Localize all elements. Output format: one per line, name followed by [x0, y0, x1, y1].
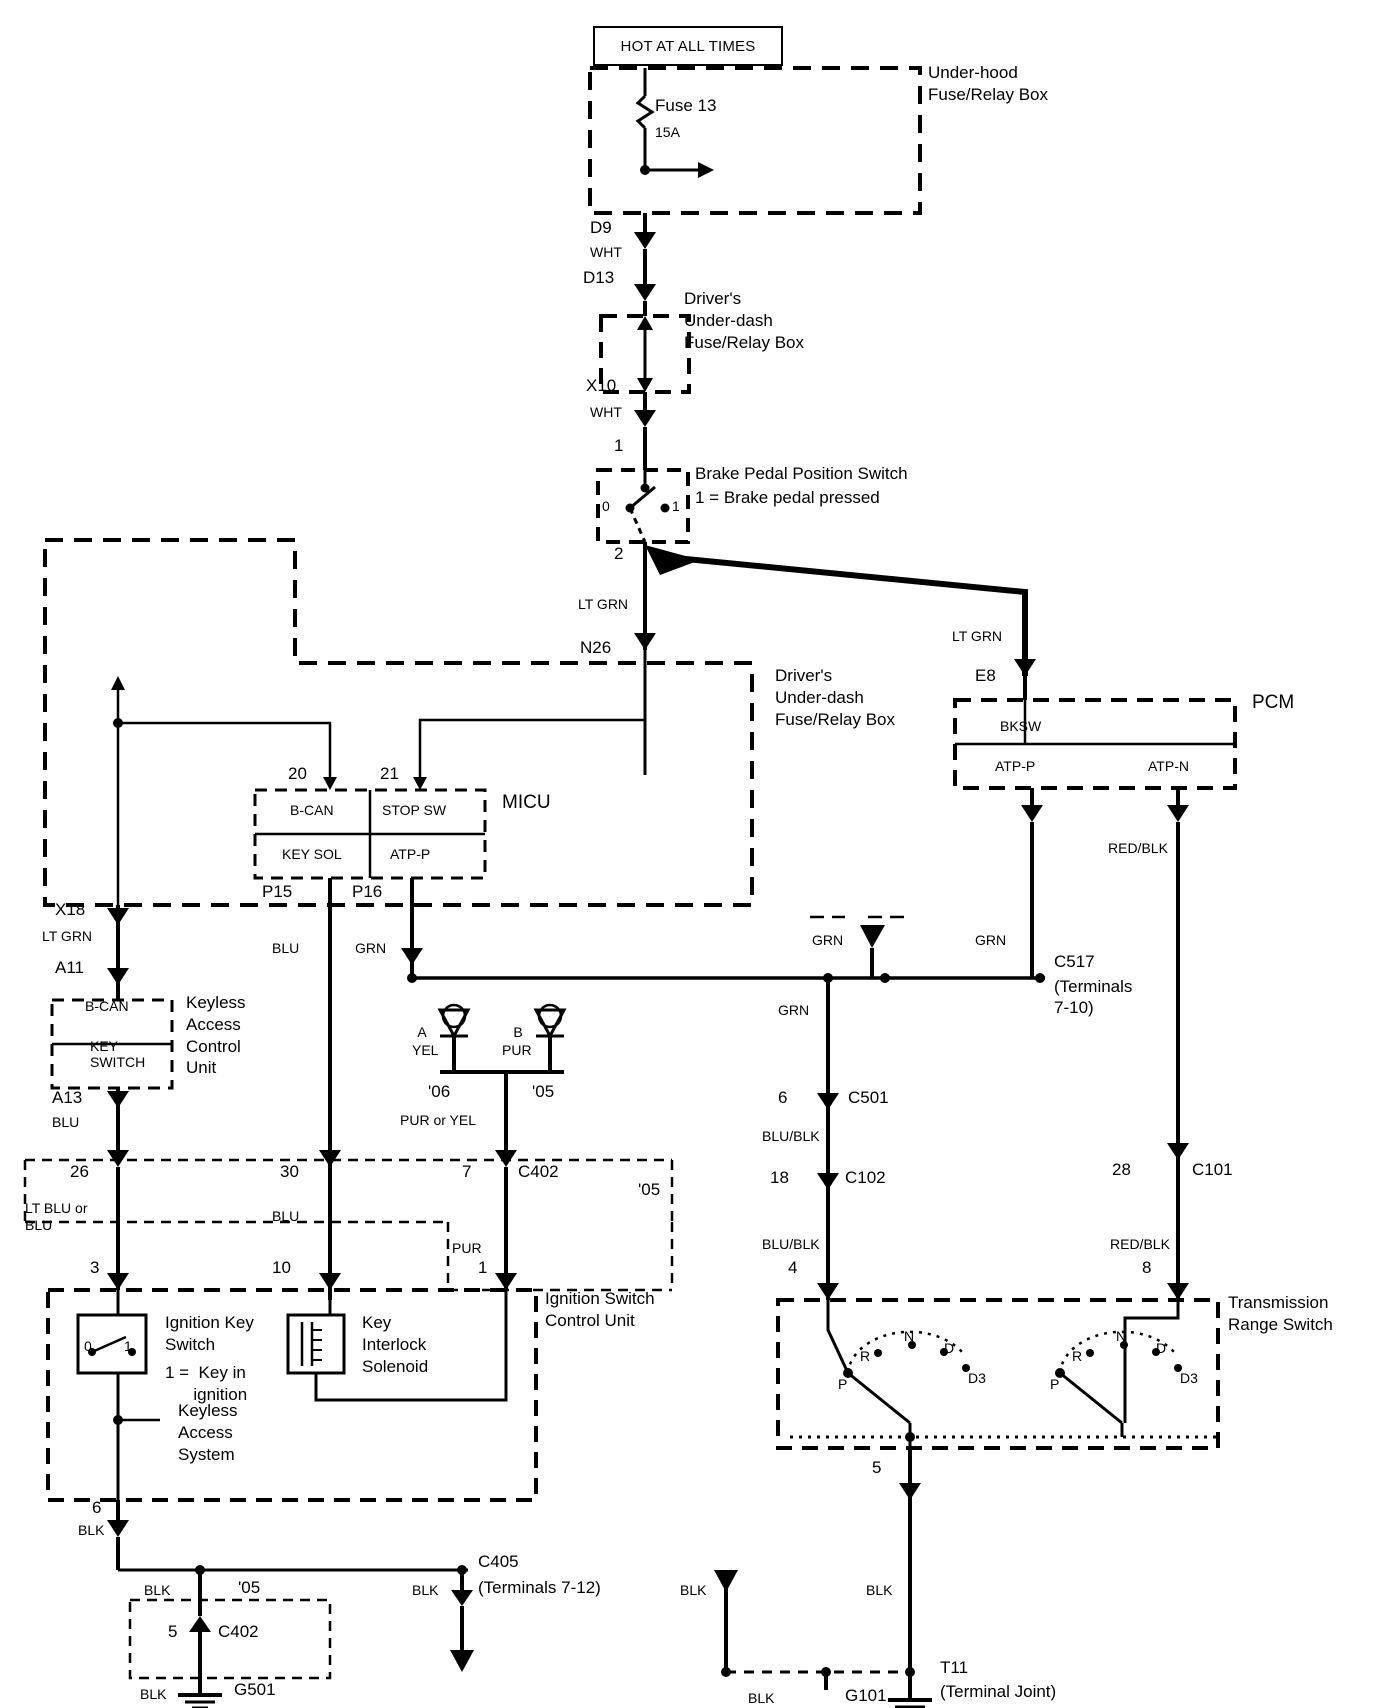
micu-stopsw-label: STOP SW: [382, 802, 447, 818]
fuse-name-label: Fuse 13: [655, 96, 717, 115]
c402-pin-26-label: 26: [70, 1162, 89, 1181]
trs-pin-8-label: 8: [1142, 1258, 1152, 1277]
connector-c517-terminals-label: (Terminals 7-10): [1054, 977, 1133, 1018]
ground-g101-label: G101: [845, 1686, 887, 1705]
wire-redblk-2-label: RED/BLK: [1110, 1236, 1170, 1252]
trs-left-d-label: D: [944, 1340, 955, 1356]
key-interlock-solenoid-symbol: [288, 1315, 344, 1373]
c102-pin-18-label: 18: [770, 1168, 789, 1187]
ignition-key-switch-note-label: 1 = Key in ignition: [165, 1363, 248, 1405]
wire-ltgrn-2-label: LT GRN: [952, 628, 1003, 644]
connector-c101-label: C101: [1192, 1160, 1233, 1179]
pcm-label: PCM: [1252, 692, 1295, 713]
ignition-key-switch-label: Ignition Key Switch: [165, 1313, 254, 1355]
connector-c402-upper-label: C402: [518, 1162, 559, 1181]
wire-blk-1-label: BLK: [78, 1522, 105, 1538]
trs-left-p-label: P: [838, 1376, 848, 1392]
micu-pin-21-label: 21: [380, 764, 399, 783]
ignition-switch-control-unit-label: Ignition Switch Control Unit: [545, 1289, 655, 1331]
micu-title-label: MICU: [502, 792, 551, 813]
under-hood-box-outline: [590, 68, 920, 213]
wire-ltgrn-3-label: LT GRN: [42, 928, 93, 944]
wire-grn-2-label: GRN: [812, 932, 844, 948]
connector-c102-label: C102: [845, 1168, 886, 1187]
year-06-label: '06: [428, 1082, 451, 1101]
ignition-switch-control-unit-box: [48, 1290, 536, 1500]
connector-e8-label: E8: [975, 666, 996, 685]
wire-pur-or-yel-label: PUR or YEL: [400, 1112, 476, 1128]
trs-pin-5-label: 5: [872, 1458, 882, 1477]
connector-c405-label: C405: [478, 1552, 519, 1571]
under-hood-box-label-line1: Under-hood: [928, 63, 1018, 82]
connector-t11-note-label: (Terminal Joint): [940, 1682, 1057, 1701]
bpps-pin-2-label: 2: [614, 544, 624, 563]
kacu-keyswitch-label: KEY SWITCH: [90, 1038, 146, 1071]
micu-p16-label: P16: [352, 882, 383, 901]
keyless-access-control-unit-label: Keyless Access Control Unit: [186, 993, 246, 1078]
trs-right-p-label: P: [1050, 1376, 1060, 1392]
wire-pur-2-label: PUR: [452, 1240, 482, 1256]
wire-ltgrn-1-label: LT GRN: [578, 596, 629, 612]
connector-a13-label: A13: [52, 1088, 83, 1107]
wire-redblk-1-label: RED/BLK: [1108, 840, 1168, 856]
micu-pin-20-label: 20: [288, 764, 307, 783]
c402-pin-30-label: 30: [280, 1162, 299, 1181]
under-hood-box-label: [928, 62, 1048, 106]
splice-b-label: B: [513, 1024, 523, 1040]
fuse-rating-label: 15A: [655, 124, 680, 140]
ground-g501-label: G501: [234, 1680, 276, 1699]
year-05-a-label: '05: [532, 1082, 555, 1101]
connector-a11-label: A11: [55, 958, 84, 977]
brake-pedal-switch-title: Brake Pedal Position Switch: [695, 464, 908, 483]
c101-pin-28-label: 28: [1112, 1160, 1131, 1179]
connector-t11-label: T11: [940, 1658, 969, 1677]
key-switch-pos-1-label: 1: [124, 1338, 132, 1354]
wire-blk-2-label: BLK: [412, 1582, 439, 1598]
trs-pin-4-label: 4: [788, 1258, 798, 1277]
transmission-range-switch-label: Transmission Range Switch: [1228, 1293, 1333, 1335]
micu-keysol-label: KEY SOL: [282, 846, 342, 862]
keyless-access-system-label: Keyless Access System: [178, 1401, 238, 1465]
wire-blk-7-label: BLK: [748, 1690, 775, 1706]
pcm-pin-atpn-label: ATP-N: [1148, 758, 1189, 774]
bpps-pin-1-label: 1: [614, 436, 624, 455]
connector-d9-label: D9: [590, 218, 612, 237]
under-hood-box-label-line2: Fuse/Relay Box: [928, 85, 1048, 105]
connector-c405-terminals-label: (Terminals 7-12): [478, 1578, 601, 1597]
pcm-pin-atpp-label: ATP-P: [995, 758, 1036, 774]
c402-pin-7-label: 7: [462, 1162, 472, 1181]
connector-x18-label: X18: [55, 900, 86, 919]
wire-blk-5-label: BLK: [680, 1582, 707, 1598]
key-switch-pos-0-label: 0: [84, 1338, 92, 1354]
wire-wht-1-label: WHT: [590, 244, 622, 260]
brake-pedal-switch-note: 1 = Brake pedal pressed: [695, 488, 880, 507]
wire-blu-1-label: BLU: [272, 940, 300, 956]
wire-blk-6-label: BLK: [866, 1582, 893, 1598]
kacu-bcan-label: B-CAN: [85, 998, 129, 1014]
splice-a-label: A: [417, 1024, 427, 1040]
drivers-underdash-main-label: Driver's Under-dash Fuse/Relay Box: [775, 666, 895, 730]
hot-at-all-times-label: HOT AT ALL TIMES: [593, 26, 783, 66]
iscu-pin-3-label: 3: [90, 1258, 100, 1277]
wire-yel-label: YEL: [412, 1042, 439, 1058]
trs-right-d-label: D: [1156, 1340, 1167, 1356]
year-05-b-label: '05: [638, 1180, 661, 1199]
trs-right-d3-label: D3: [1180, 1370, 1198, 1386]
trs-right-r-label: R: [1072, 1348, 1083, 1364]
wire-ltblu-or-blu-label: LT BLU or BLU: [25, 1200, 88, 1233]
iscu-pin-10-label: 10: [272, 1258, 291, 1277]
year-05-c-label: '05: [238, 1578, 261, 1597]
connector-x10-label: X10: [586, 376, 617, 395]
wire-blu-2-label: BLU: [52, 1114, 80, 1130]
c501-pin-6-label: 6: [778, 1088, 788, 1107]
key-interlock-solenoid-label: Key Interlock Solenoid: [362, 1313, 429, 1377]
connector-c501-label: C501: [848, 1088, 889, 1107]
connector-d13-top-label: D13: [583, 268, 615, 287]
wire-grn-1-label: GRN: [355, 940, 387, 956]
wire-blk-3-label: BLK: [144, 1582, 171, 1598]
wire-grn-4-label: GRN: [778, 1002, 810, 1018]
trs-left-n-label: N: [904, 1328, 915, 1344]
wire-blublk-2-label: BLU/BLK: [762, 1236, 820, 1252]
micu-p15-label: P15: [262, 882, 293, 901]
trs-right-n-label: N: [1116, 1328, 1127, 1344]
iscu-pin-1-label: 1: [478, 1258, 488, 1277]
iscu-pin-6-label: 6: [92, 1498, 102, 1517]
connector-c402-lower-label: C402: [218, 1622, 259, 1641]
c402-pin-5-label: 5: [168, 1622, 178, 1641]
pcm-pin-bksw-label: BKSW: [1000, 718, 1042, 734]
wire-blk-4-label: BLK: [140, 1686, 167, 1702]
trs-left-r-label: R: [860, 1348, 871, 1364]
wire-wht-2-label: WHT: [590, 404, 622, 420]
bpps-pos-0-label: 0: [602, 498, 610, 514]
trs-left-d3-label: D3: [968, 1370, 986, 1386]
wire-blu-3-label: BLU: [272, 1208, 300, 1224]
connector-c517-label: C517: [1054, 952, 1095, 971]
micu-bcan-label: B-CAN: [290, 802, 334, 818]
bpps-pos-1-label: 1: [672, 498, 680, 514]
wire-grn-3-label: GRN: [975, 932, 1007, 948]
connector-n26-label: N26: [580, 638, 612, 657]
micu-atpp-label: ATP-P: [390, 846, 431, 862]
wire-blublk-1-label: BLU/BLK: [762, 1128, 820, 1144]
drivers-underdash-top-label: Driver's Under-dash Fuse/Relay Box: [684, 289, 804, 353]
wire-pur-label: PUR: [502, 1042, 532, 1058]
